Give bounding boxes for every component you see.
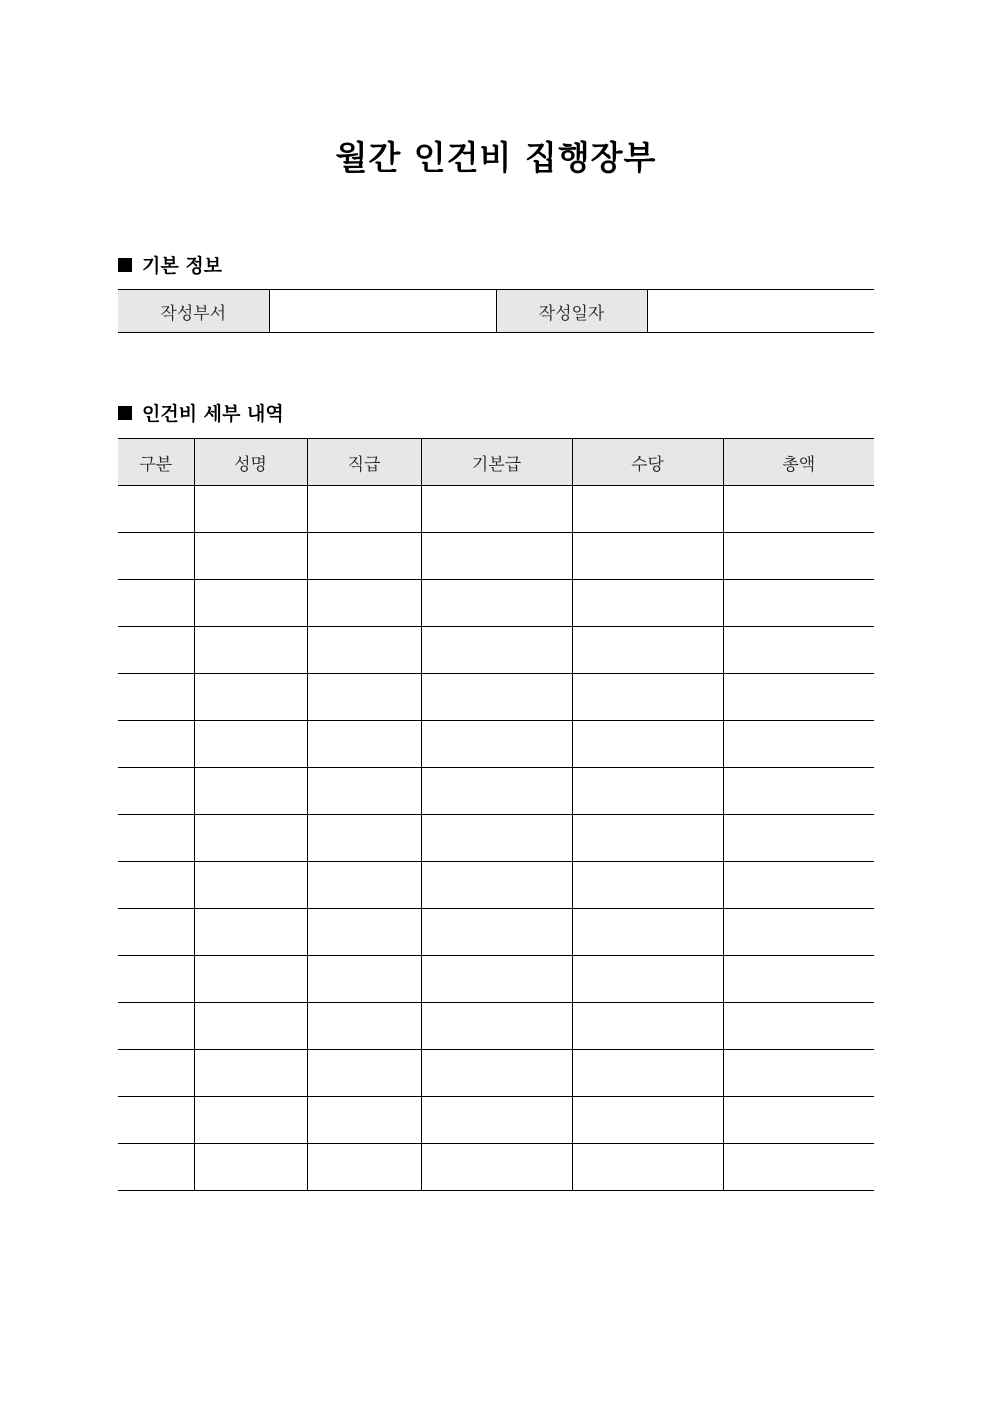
base-salary-cell[interactable] <box>421 627 572 674</box>
allowance-cell[interactable] <box>572 533 723 580</box>
allowance-cell[interactable] <box>572 956 723 1003</box>
position-cell[interactable] <box>307 1050 421 1097</box>
position-cell[interactable] <box>307 1097 421 1144</box>
table-row <box>118 533 874 580</box>
name-cell[interactable] <box>194 580 307 627</box>
category-cell[interactable] <box>118 815 194 862</box>
name-cell[interactable] <box>194 1097 307 1144</box>
category-cell[interactable] <box>118 768 194 815</box>
base-salary-cell[interactable] <box>421 956 572 1003</box>
base-salary-cell[interactable] <box>421 533 572 580</box>
total-cell[interactable] <box>723 768 874 815</box>
category-cell[interactable] <box>118 1144 194 1191</box>
date-label: 작성일자 <box>496 290 647 333</box>
name-cell[interactable] <box>194 956 307 1003</box>
category-cell[interactable] <box>118 627 194 674</box>
category-cell[interactable] <box>118 909 194 956</box>
position-cell[interactable] <box>307 862 421 909</box>
name-cell[interactable] <box>194 721 307 768</box>
name-cell[interactable] <box>194 1003 307 1050</box>
labor-cost-table <box>118 438 874 1191</box>
base-salary-cell[interactable] <box>421 486 572 533</box>
allowance-cell[interactable] <box>572 862 723 909</box>
column-header-category: 구분 <box>118 439 194 486</box>
category-cell[interactable] <box>118 862 194 909</box>
table-row <box>118 1097 874 1144</box>
name-cell[interactable] <box>194 909 307 956</box>
section-heading-labor-cost-detail <box>118 399 284 426</box>
allowance-cell[interactable] <box>572 815 723 862</box>
table-row <box>118 768 874 815</box>
department-field[interactable] <box>269 290 496 333</box>
allowance-cell[interactable] <box>572 674 723 721</box>
section-heading-basic-info <box>118 251 222 278</box>
position-cell[interactable] <box>307 768 421 815</box>
base-salary-cell[interactable] <box>421 580 572 627</box>
name-cell[interactable] <box>194 627 307 674</box>
total-cell[interactable] <box>723 533 874 580</box>
allowance-cell[interactable] <box>572 1050 723 1097</box>
allowance-cell[interactable] <box>572 1144 723 1191</box>
total-cell[interactable] <box>723 1003 874 1050</box>
base-salary-cell[interactable] <box>421 1097 572 1144</box>
base-salary-cell[interactable] <box>421 815 572 862</box>
total-cell[interactable] <box>723 627 874 674</box>
department-label: 작성부서 <box>118 290 269 333</box>
base-salary-cell[interactable] <box>421 768 572 815</box>
table-row <box>118 815 874 862</box>
allowance-cell[interactable] <box>572 1097 723 1144</box>
name-cell[interactable] <box>194 674 307 721</box>
name-cell[interactable] <box>194 862 307 909</box>
table-row <box>118 674 874 721</box>
position-cell[interactable] <box>307 533 421 580</box>
category-cell[interactable] <box>118 580 194 627</box>
date-field[interactable] <box>647 290 874 333</box>
table-row <box>118 862 874 909</box>
document-title: 월간 인건비 집행장부 <box>335 138 657 177</box>
table-row <box>118 721 874 768</box>
name-cell[interactable] <box>194 533 307 580</box>
table-row <box>118 486 874 533</box>
name-cell[interactable] <box>194 1144 307 1191</box>
position-cell[interactable] <box>307 956 421 1003</box>
total-cell[interactable] <box>723 1097 874 1144</box>
column-header-position: 직급 <box>307 439 421 486</box>
allowance-cell[interactable] <box>572 768 723 815</box>
column-header-name: 성명 <box>194 439 307 486</box>
position-cell[interactable] <box>307 580 421 627</box>
table-row <box>118 1003 874 1050</box>
square-bullet-icon <box>118 258 132 272</box>
basic-info-row <box>118 290 874 333</box>
total-cell[interactable] <box>723 721 874 768</box>
table-row <box>118 909 874 956</box>
category-cell[interactable] <box>118 486 194 533</box>
table-row <box>118 580 874 627</box>
base-salary-cell[interactable] <box>421 1144 572 1191</box>
column-header-allowance: 수당 <box>572 439 723 486</box>
table-row <box>118 1050 874 1097</box>
category-cell[interactable] <box>118 956 194 1003</box>
total-cell[interactable] <box>723 956 874 1003</box>
category-cell[interactable] <box>118 1097 194 1144</box>
name-cell[interactable] <box>194 768 307 815</box>
total-cell[interactable] <box>723 1050 874 1097</box>
allowance-cell[interactable] <box>572 909 723 956</box>
category-cell[interactable] <box>118 721 194 768</box>
total-cell[interactable] <box>723 580 874 627</box>
position-cell[interactable] <box>307 815 421 862</box>
column-header-base-salary: 기본급 <box>421 439 572 486</box>
total-cell[interactable] <box>723 1144 874 1191</box>
name-cell[interactable] <box>194 486 307 533</box>
base-salary-cell[interactable] <box>421 674 572 721</box>
category-cell[interactable] <box>118 533 194 580</box>
total-cell[interactable] <box>723 909 874 956</box>
position-cell[interactable] <box>307 486 421 533</box>
base-salary-cell[interactable] <box>421 909 572 956</box>
position-cell[interactable] <box>307 1003 421 1050</box>
table-row <box>118 1144 874 1191</box>
name-cell[interactable] <box>194 1050 307 1097</box>
position-cell[interactable] <box>307 627 421 674</box>
position-cell[interactable] <box>307 721 421 768</box>
basic-info-table <box>118 289 874 333</box>
position-cell[interactable] <box>307 674 421 721</box>
allowance-cell[interactable] <box>572 1003 723 1050</box>
name-cell[interactable] <box>194 815 307 862</box>
category-cell[interactable] <box>118 1050 194 1097</box>
allowance-cell[interactable] <box>572 721 723 768</box>
base-salary-cell[interactable] <box>421 862 572 909</box>
section-heading-label: 기본 정보 <box>142 255 223 277</box>
square-bullet-icon <box>118 406 132 420</box>
base-salary-cell[interactable] <box>421 721 572 768</box>
category-cell[interactable] <box>118 674 194 721</box>
base-salary-cell[interactable] <box>421 1050 572 1097</box>
total-cell[interactable] <box>723 486 874 533</box>
total-cell[interactable] <box>723 862 874 909</box>
column-header-total: 총액 <box>723 439 874 486</box>
allowance-cell[interactable] <box>572 627 723 674</box>
position-cell[interactable] <box>307 1144 421 1191</box>
category-cell[interactable] <box>118 1003 194 1050</box>
allowance-cell[interactable] <box>572 486 723 533</box>
table-header-row <box>118 439 874 486</box>
table-row <box>118 956 874 1003</box>
total-cell[interactable] <box>723 815 874 862</box>
table-row <box>118 627 874 674</box>
allowance-cell[interactable] <box>572 580 723 627</box>
total-cell[interactable] <box>723 674 874 721</box>
position-cell[interactable] <box>307 909 421 956</box>
section-heading-label: 인건비 세부 내역 <box>142 403 284 425</box>
base-salary-cell[interactable] <box>421 1003 572 1050</box>
